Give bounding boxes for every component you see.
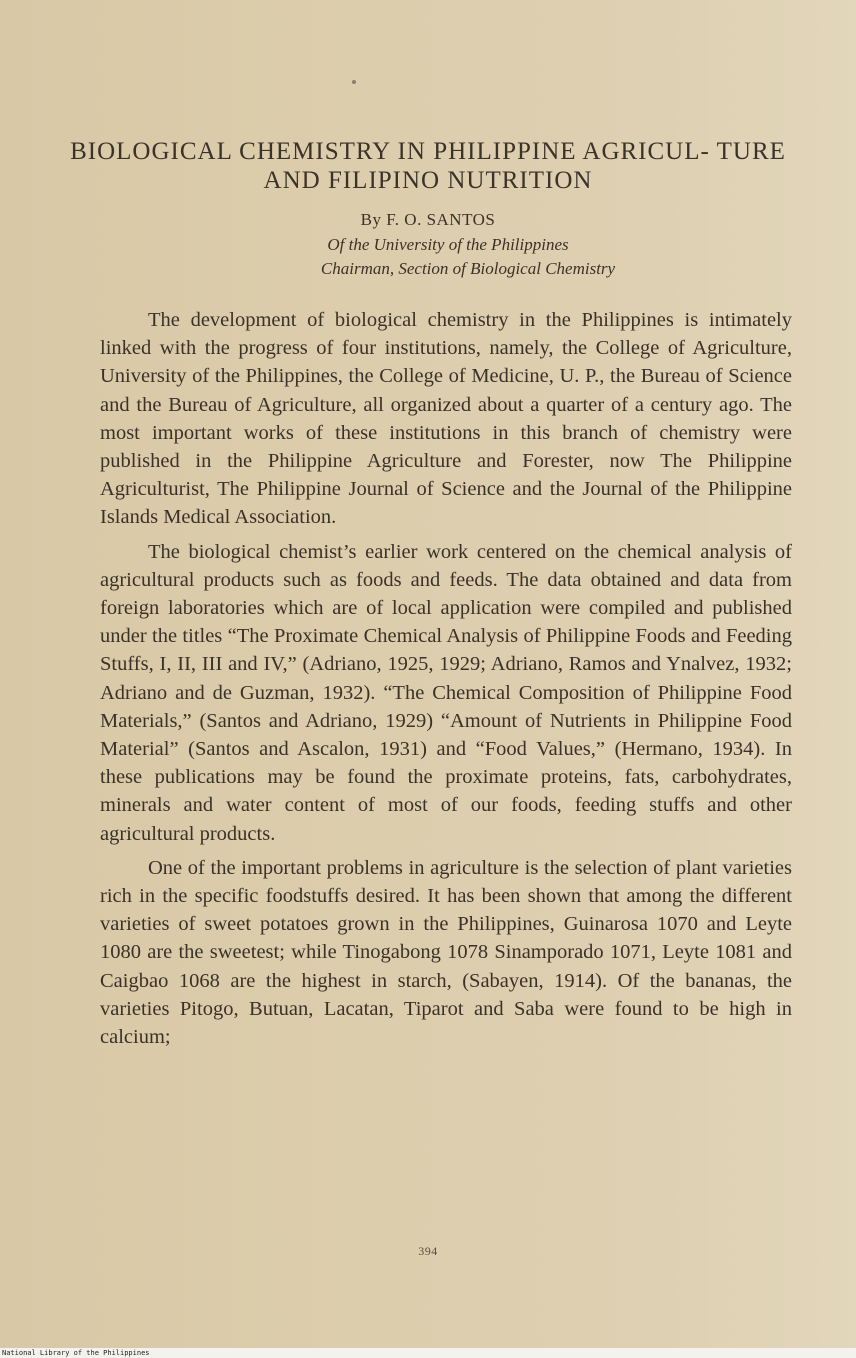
paragraph-1: The development of biological chemistry in the Philippines is intimately linked with the progress of four institutions, namely, the College of Agriculture, University of the Philippines, the College of Medicine, U. P., the Bureau of Science and the Bureau of Agriculture, all organized about a quarter of a century ago. The most important works of these institutions in this branch of chemistry were published in the Philippine Agriculture and Forester, now The Philippine Agriculturist, The Philippine Journal of Science and the Journal of the Philippine Islands Medical Association. <box>100 309 792 529</box>
author-affiliation: Of the University of the Philippines <box>327 235 569 254</box>
article-title: BIOLOGICAL CHEMISTRY IN PHILIPPINE AGRICUL- TURE AND FILIPINO NUTRITION <box>70 138 786 194</box>
author-byline: By F. O. SANTOS <box>360 210 496 229</box>
author-position: Chairman, Section of Biological Chemistry <box>320 259 616 278</box>
paper-speck <box>352 80 356 84</box>
paragraph-2: The biological chemist’s earlier work centered on the chemical analysis of agricultural products such as foods and feeds. The data obtained and data from foreign laboratories which are of local application were compiled and published under the titles “The Proximate Chemical Analysis of Philippine Foods and Feeding Stuffs, I, II, III and IV,” (Adriano, 1925, 1929; Adriano, Ramos and Ynalvez, 1932; Adriano and de Guzman, 1932). “The Chemical Composition of Philippine Food Materials,” (Santos and Adriano, 1929) “Amount of Nutrients in Philippine Food Material” (Santos and Ascalon, 1931) and “Food Values,” (Hermano, 1934). In these publications may be found the proximate proteins, fats, carbohydrates, minerals and water content of most of our foods, feeding stuffs and other agricultural products. <box>100 540 792 845</box>
page-number: 394 <box>418 1244 438 1258</box>
article-body <box>100 306 792 1057</box>
paragraph-3: One of the important problems in agriculture is the selection of plant varieties rich in the specific foodstuffs desired. It has been shown that among the different varieties of sweet potatoes grown in the Philippines, Guinarosa 1070 and Leyte 1080 are the sweetest; while Tinogabong 1078 Sinamporado 1071, Leyte 1081 and Caigbao 1068 are the highest in starch, (Sabayen, 1914). Of the bananas, the varieties Pitogo, Butuan, Lacatan, Tiparot and Saba were found to be high in calcium; <box>100 856 792 1049</box>
footer-credit: National Library of the Philippines <box>2 1349 150 1357</box>
